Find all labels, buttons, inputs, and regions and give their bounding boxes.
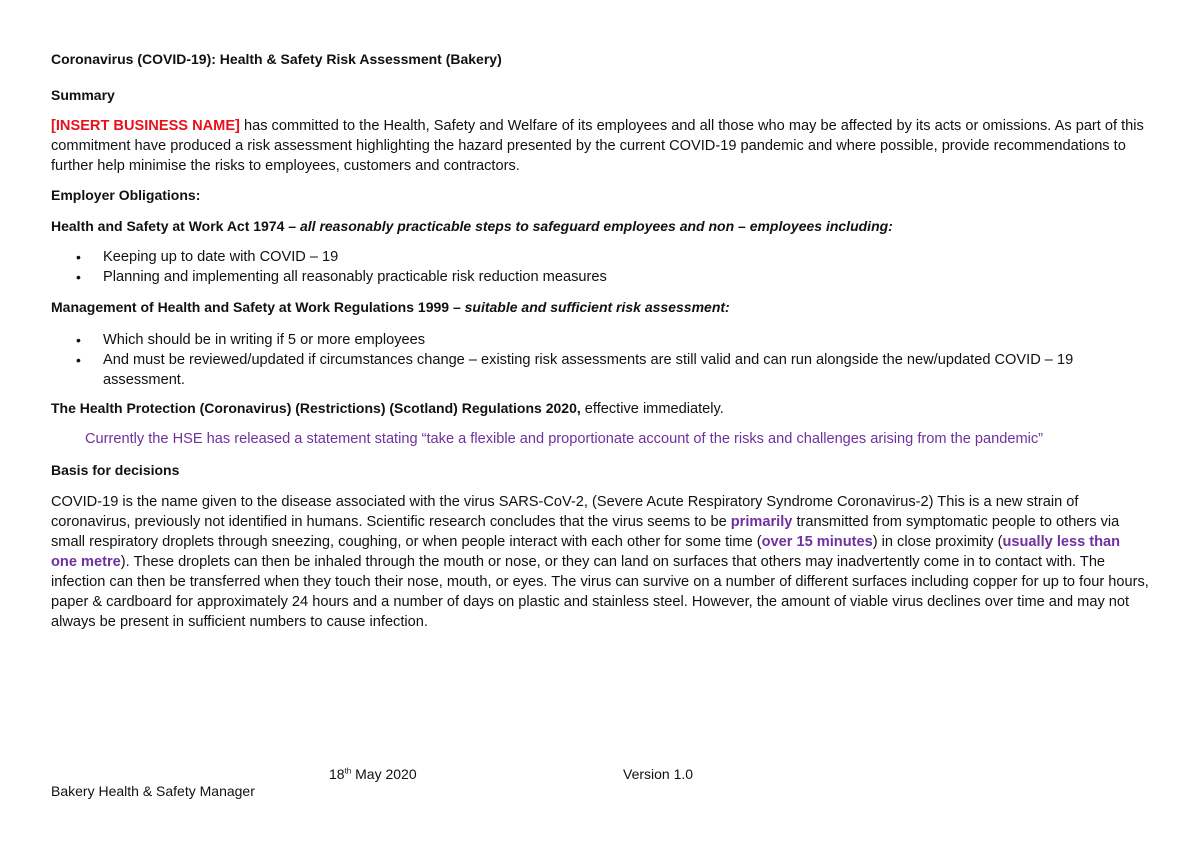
emphasis-primarily: primarily xyxy=(730,514,793,530)
hswa-title: Health and Safety at Work Act 1974 – xyxy=(51,218,300,234)
list-item: • And must be reviewed/updated if circumstances change – existing risk assessments are still valid and can run alongside the new/updated COVID – 19 assessment. xyxy=(51,350,1149,390)
list-item: • Planning and implementing all reasonably practicable risk reduction measures xyxy=(51,267,1149,287)
summary-text: has committed to the Health, Safety and Welfare of its employees and all those who may be affected by its acts or omissions. As part of this commitment have produced a risk assessment highlighting the hazard presented by the current COVID-19 pandemic and where possible, provide recommendations to further help minimise the risks to employees, customers and contractors. xyxy=(51,118,1144,174)
list-item: • Keeping up to date with COVID – 19 xyxy=(51,247,1149,267)
footer-date-month-year: May 2020 xyxy=(351,766,417,782)
employer-obligations-heading: Employer Obligations: xyxy=(51,187,201,203)
mhsw-title: Management of Health and Safety at Work Regulations 1999 – xyxy=(51,299,465,315)
basis-text: ). These droplets can then be inhaled through the mouth or nose, or they can land on surfaces that others may inadvertently come in to contact with. The infection can then be transferred when they touch their nose, mouth, or eyes. The virus can survive on a number of different surfaces including copper for up to four hours, paper & cardboard for approximately 24 hours and a number of days on plastic and stainless steel. However, the amount of viable virus declines over time and may not always be present in sufficient numbers to cause infection. xyxy=(51,554,1149,630)
footer-date-day: 18 xyxy=(329,766,345,782)
hpr-text: effective immediately. xyxy=(580,401,724,417)
emphasis-less-than-one-metre: usually less than one metre xyxy=(51,534,1121,570)
summary-heading: Summary xyxy=(51,87,115,103)
basis-text: ) in close proximity ( xyxy=(872,534,1003,550)
summary-paragraph xyxy=(51,116,1149,176)
hpr-title: The Health Protection (Coronavirus) (Restrictions) (Scotland) Regulations 2020, xyxy=(51,400,581,416)
business-name-placeholder: [INSERT BUSINESS NAME] xyxy=(51,118,240,134)
mhsw-description: suitable and sufficient risk assessment: xyxy=(464,299,730,315)
emphasis-over-15-minutes: over 15 minutes xyxy=(761,534,873,550)
hse-statement: Currently the HSE has released a statement stating “take a flexible and proportionate account of the risks and challenges arising from the pandemic” xyxy=(85,431,1044,447)
basis-heading: Basis for decisions xyxy=(51,462,180,478)
hpr-line xyxy=(51,400,724,417)
hswa-heading xyxy=(51,218,893,234)
document-title: Coronavirus (COVID-19): Health & Safety Risk Assessment (Bakery) xyxy=(51,51,502,67)
footer-date-suffix: th xyxy=(344,766,352,776)
hswa-bullet-list xyxy=(51,247,1149,287)
hswa-description: all reasonably practicable steps to safeguard employees and non – employees including: xyxy=(299,218,893,234)
basis-paragraph xyxy=(51,492,1149,632)
footer-date xyxy=(329,766,417,782)
mhsw-heading xyxy=(51,299,730,315)
basis-text: COVID-19 is the name given to the disease associated with the virus SARS-CoV-2, (Severe Acute Respiratory Syndrome Coronavirus-2) This is a new strain of coronavirus, previously not identified in humans. Scientific research concludes that the virus seems to be xyxy=(51,494,1079,530)
basis-text: transmitted from symptomatic people to others via small respiratory droplets through sneezing, coughing, or when people interact with each other for some time ( xyxy=(51,514,1120,550)
footer-author: Bakery Health & Safety Manager xyxy=(51,783,255,799)
list-item: • Which should be in writing if 5 or more employees xyxy=(51,330,1149,350)
footer-version: Version 1.0 xyxy=(623,766,694,782)
mhsw-bullet-list xyxy=(51,330,1149,390)
